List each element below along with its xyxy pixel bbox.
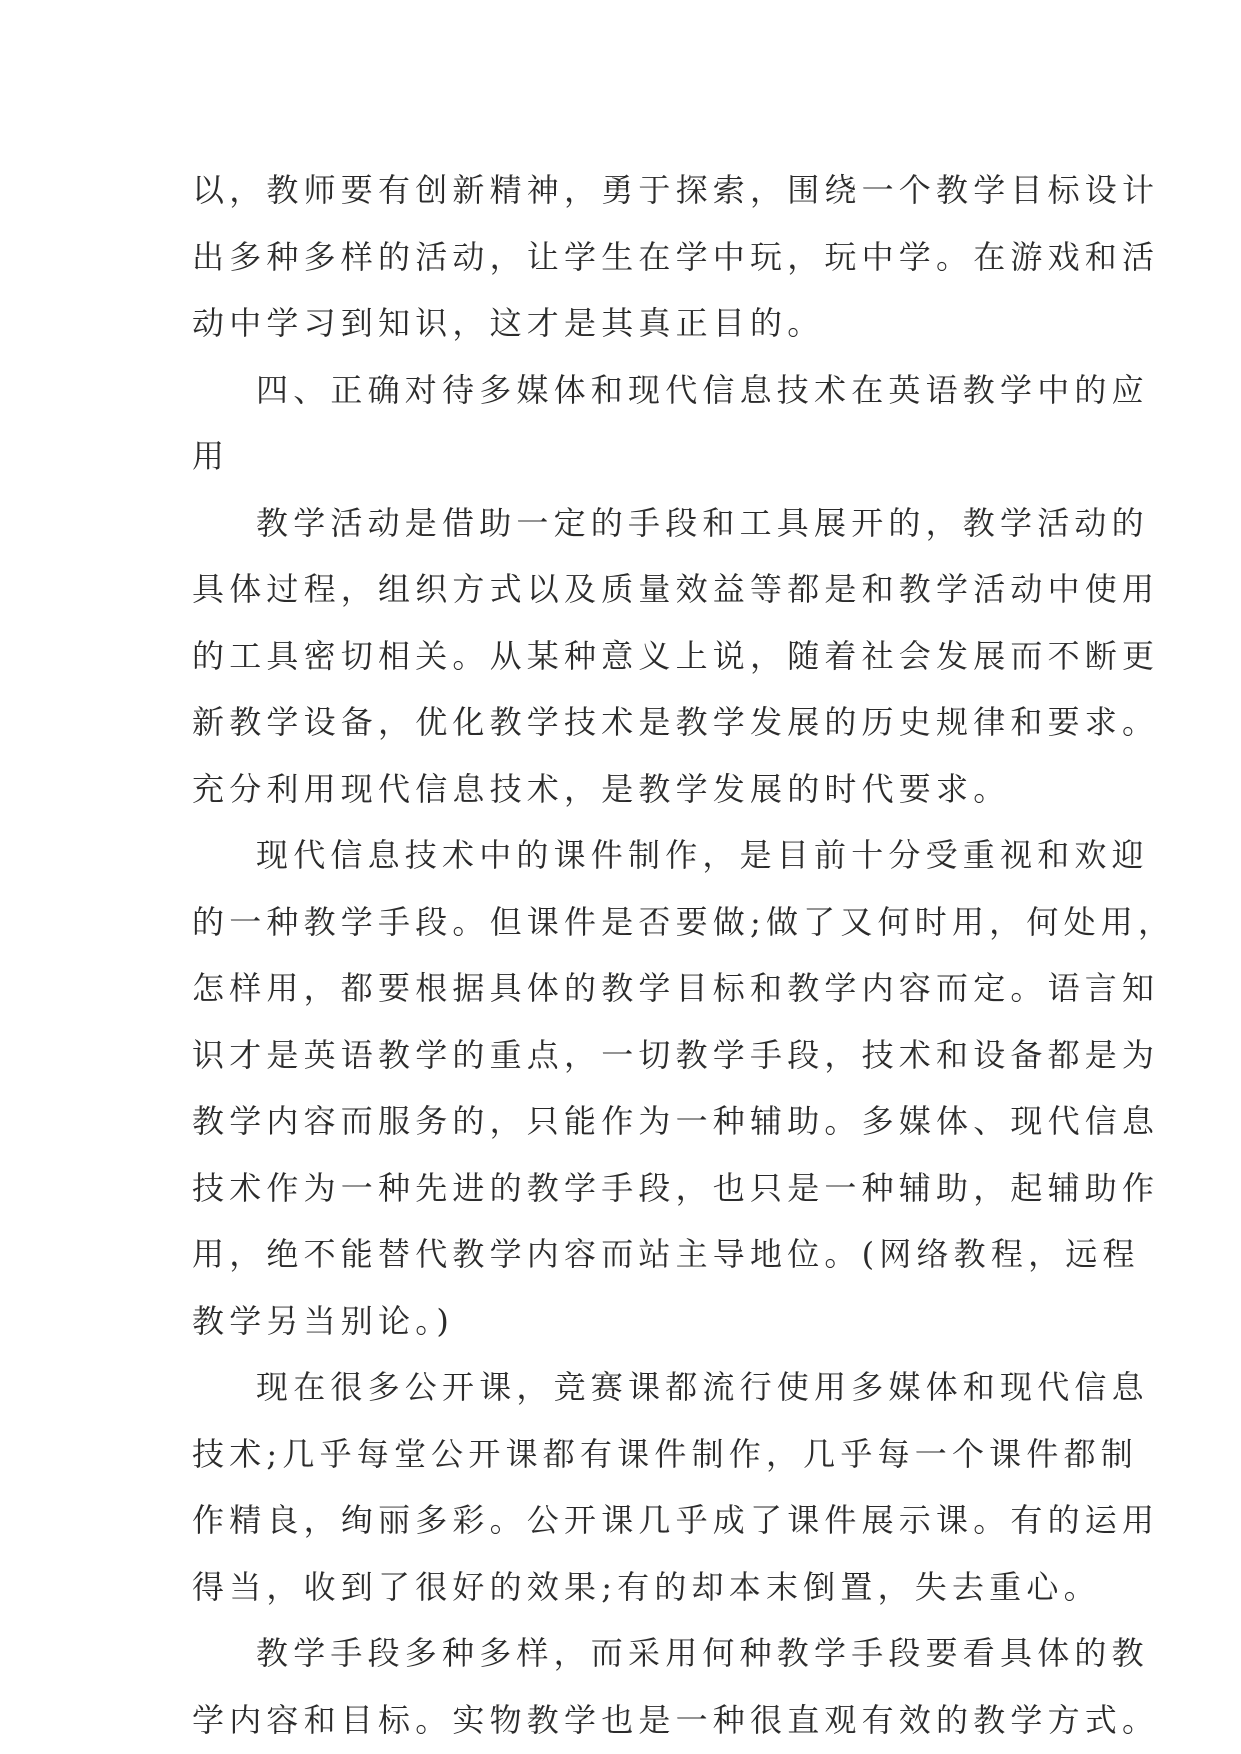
section-heading: 四、正确对待多媒体和现代信息技术在英语教学中的应 bbox=[256, 370, 1149, 409]
text-line: 用，绝不能替代教学内容而站主导地位。(网络教程，远程 bbox=[192, 1235, 1140, 1273]
text-line: 教学内容而服务的，只能作为一种辅助。多媒体、现代信息 bbox=[192, 1102, 1160, 1140]
text-line: 学内容和目标。实物教学也是一种很直观有效的教学方式。 bbox=[192, 1700, 1160, 1739]
text-line: 怎样用，都要根据具体的教学目标和教学内容而定。语言知 bbox=[192, 969, 1160, 1007]
paragraph-start: 现在很多公开课，竞赛课都流行使用多媒体和现代信息 bbox=[256, 1368, 1149, 1406]
text-line: 技术;几乎每堂公开课都有课件制作，几乎每一个课件都制 bbox=[192, 1434, 1138, 1473]
text-line: 以，教师要有创新精神，勇于探索，围绕一个教学目标设计 bbox=[192, 171, 1160, 209]
text-line: 得当，收到了很好的效果;有的却本末倒置，失去重心。 bbox=[192, 1567, 1101, 1606]
section-heading-continuation: 用 bbox=[192, 437, 230, 475]
text-line: 的一种教学手段。但课件是否要做;做了又何时用，何处用， bbox=[192, 902, 1176, 941]
text-line: 技术作为一种先进的教学手段，也只是一种辅助，起辅助作 bbox=[192, 1168, 1160, 1207]
text-line: 教学另当别论。) bbox=[192, 1301, 455, 1340]
paragraph-start: 教学手段多种多样，而采用何种教学手段要看具体的教 bbox=[256, 1634, 1149, 1672]
paragraph-start: 教学活动是借助一定的手段和工具展开的，教学活动的 bbox=[256, 503, 1149, 542]
text-line: 出多种多样的活动，让学生在学中玩，玩中学。在游戏和活 bbox=[192, 237, 1160, 276]
text-line: 新教学设备，优化教学技术是教学发展的历史规律和要求。 bbox=[192, 703, 1160, 741]
text-line: 识才是英语教学的重点，一切教学手段，技术和设备都是为 bbox=[192, 1035, 1160, 1074]
text-line: 的工具密切相关。从某种意义上说，随着社会发展而不断更 bbox=[192, 636, 1160, 675]
text-line: 具体过程，组织方式以及质量效益等都是和教学活动中使用 bbox=[192, 570, 1160, 608]
text-line: 作精良，绚丽多彩。公开课几乎成了课件展示课。有的运用 bbox=[192, 1501, 1160, 1539]
text-line: 充分利用现代信息技术，是教学发展的时代要求。 bbox=[192, 769, 1011, 808]
paragraph-start: 现代信息技术中的课件制作，是目前十分受重视和欢迎 bbox=[256, 836, 1149, 874]
text-line: 动中学习到知识，这才是其真正目的。 bbox=[192, 304, 825, 342]
body-text bbox=[192, 157, 1176, 1753]
